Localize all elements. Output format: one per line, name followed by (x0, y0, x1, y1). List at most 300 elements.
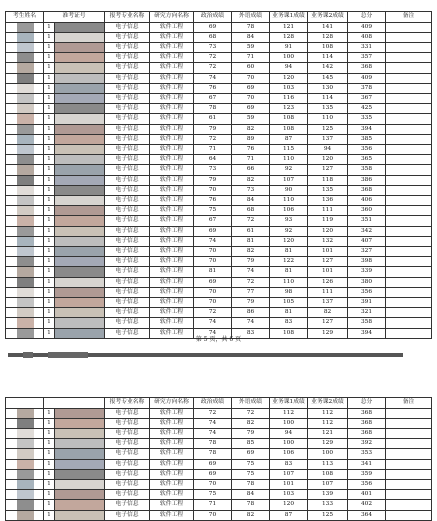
remarks-cell (386, 236, 432, 246)
redaction-block (55, 511, 104, 520)
language-score: 83 (232, 328, 270, 338)
politics-score: 76 (194, 83, 232, 93)
table-row (6, 257, 432, 267)
politics-score: 70 (194, 298, 232, 308)
major-cell: 电子信息 (105, 459, 150, 469)
remarks-cell (386, 165, 432, 175)
major-cell: 电子信息 (105, 73, 150, 83)
course1-score: 81 (270, 267, 308, 277)
total-score: 327 (348, 247, 386, 257)
table-row (6, 287, 432, 297)
redacted-exam-id (55, 277, 105, 287)
politics-score: 74 (194, 418, 232, 428)
politics-score: 61 (194, 114, 232, 124)
redacted-exam-id (55, 480, 105, 490)
course1-score: 108 (270, 328, 308, 338)
table-row (6, 185, 432, 195)
course2-score: 114 (308, 94, 348, 104)
exam-id-prefix: 1 (44, 134, 55, 144)
politics-score: 70 (194, 287, 232, 297)
remarks-cell (386, 114, 432, 124)
redacted-exam-id (55, 175, 105, 185)
total-score: 407 (348, 236, 386, 246)
redacted-exam-id (55, 104, 105, 114)
redacted-name (6, 63, 44, 73)
direction-cell: 软件工程 (150, 308, 194, 318)
politics-score: 73 (194, 43, 232, 53)
remarks-cell (386, 216, 432, 226)
page-edge-shadow (33, 353, 48, 357)
column-header: 外语成绩 (232, 398, 270, 409)
redaction-block (55, 308, 104, 317)
redaction-block (55, 470, 104, 479)
table-row (6, 267, 432, 277)
politics-score: 75 (194, 490, 232, 500)
direction-cell: 软件工程 (150, 63, 194, 73)
direction-cell: 软件工程 (150, 490, 194, 500)
redaction-block (17, 460, 34, 469)
course2-score: 112 (308, 418, 348, 428)
total-score: 368 (348, 185, 386, 195)
redacted-exam-id (55, 114, 105, 124)
redacted-exam-id (55, 53, 105, 63)
remarks-cell (386, 459, 432, 469)
language-score: 66 (232, 165, 270, 175)
redaction-block (17, 267, 34, 276)
exam-id-prefix: 1 (44, 114, 55, 124)
redaction-block (55, 145, 104, 154)
course1-score: 92 (270, 165, 308, 175)
course2-score: 141 (308, 22, 348, 32)
remarks-cell (386, 247, 432, 257)
remarks-cell (386, 510, 432, 520)
course2-score: 94 (308, 145, 348, 155)
course1-score: 107 (270, 175, 308, 185)
politics-score: 71 (194, 145, 232, 155)
exam-id-prefix: 1 (44, 226, 55, 236)
redacted-exam-id (55, 510, 105, 520)
redacted-exam-id (55, 32, 105, 42)
exam-id-prefix: 1 (44, 500, 55, 510)
exam-id-prefix: 1 (44, 469, 55, 479)
page-edge-shadow (48, 352, 88, 358)
redaction-block (17, 237, 34, 246)
redacted-exam-id (55, 418, 105, 428)
language-score: 72 (232, 216, 270, 226)
course1-score: 83 (270, 459, 308, 469)
remarks-cell (386, 408, 432, 418)
politics-score: 78 (194, 449, 232, 459)
redacted-name (6, 408, 44, 418)
table-row (6, 145, 432, 155)
exam-id-prefix: 1 (44, 510, 55, 520)
redaction-block (55, 186, 104, 195)
redaction-block (55, 216, 104, 225)
language-score: 82 (232, 124, 270, 134)
language-score: 79 (232, 429, 270, 439)
direction-cell: 软件工程 (150, 155, 194, 165)
remarks-cell (386, 196, 432, 206)
exam-id-prefix: 1 (44, 196, 55, 206)
politics-score: 67 (194, 94, 232, 104)
language-score: 71 (232, 155, 270, 165)
language-score: 71 (232, 53, 270, 63)
course1-score: 103 (270, 490, 308, 500)
language-score: 70 (232, 73, 270, 83)
remarks-cell (386, 104, 432, 114)
major-cell: 电子信息 (105, 500, 150, 510)
course1-score: 94 (270, 63, 308, 73)
language-score: 74 (232, 318, 270, 328)
page-edge-shadow (23, 352, 33, 358)
direction-cell: 软件工程 (150, 236, 194, 246)
total-score: 331 (348, 43, 386, 53)
redaction-block (55, 257, 104, 266)
total-score: 368 (348, 408, 386, 418)
redacted-exam-id (55, 500, 105, 510)
exam-id-prefix: 1 (44, 165, 55, 175)
language-score: 89 (232, 134, 270, 144)
redacted-name (6, 247, 44, 257)
course2-score: 129 (308, 328, 348, 338)
redacted-name (6, 175, 44, 185)
direction-cell: 软件工程 (150, 469, 194, 479)
page-6 (0, 392, 437, 521)
direction-cell: 软件工程 (150, 124, 194, 134)
direction-cell: 软件工程 (150, 328, 194, 338)
language-score: 70 (232, 94, 270, 104)
major-cell: 电子信息 (105, 94, 150, 104)
course2-score: 133 (308, 500, 348, 510)
exam-id-prefix: 1 (44, 298, 55, 308)
major-cell: 电子信息 (105, 206, 150, 216)
total-score: 358 (348, 318, 386, 328)
table-row (6, 22, 432, 32)
redacted-exam-id (55, 257, 105, 267)
redaction-block (17, 196, 34, 205)
politics-score: 70 (194, 480, 232, 490)
remarks-cell (386, 155, 432, 165)
exam-id-prefix: 1 (44, 277, 55, 287)
redacted-name (6, 449, 44, 459)
language-score: 69 (232, 104, 270, 114)
redacted-exam-id (55, 145, 105, 155)
language-score: 81 (232, 236, 270, 246)
redacted-name (6, 318, 44, 328)
redaction-block (55, 247, 104, 256)
course2-score: 136 (308, 196, 348, 206)
major-cell: 电子信息 (105, 83, 150, 93)
table-row (6, 418, 432, 428)
redacted-name (6, 196, 44, 206)
redaction-block (55, 84, 104, 93)
total-score: 351 (348, 216, 386, 226)
redacted-name (6, 439, 44, 449)
redacted-name (6, 185, 44, 195)
exam-id-prefix: 1 (44, 63, 55, 73)
column-header: 备注 (386, 12, 432, 23)
redacted-exam-id (55, 459, 105, 469)
redaction-block (55, 237, 104, 246)
redaction-block (55, 176, 104, 185)
course1-score: 121 (270, 22, 308, 32)
total-score: 357 (348, 53, 386, 63)
redacted-exam-id (55, 429, 105, 439)
redaction-block (17, 206, 34, 215)
course1-score: 110 (270, 196, 308, 206)
direction-cell: 软件工程 (150, 510, 194, 520)
redacted-exam-id (55, 155, 105, 165)
course1-score: 120 (270, 500, 308, 510)
redacted-exam-id (55, 43, 105, 53)
politics-score: 79 (194, 124, 232, 134)
direction-cell: 软件工程 (150, 196, 194, 206)
direction-cell: 软件工程 (150, 277, 194, 287)
redaction-block (17, 257, 34, 266)
column-header: 准考证号 (44, 12, 105, 23)
major-cell: 电子信息 (105, 408, 150, 418)
politics-score: 67 (194, 216, 232, 226)
table-row (6, 32, 432, 42)
direction-cell: 软件工程 (150, 257, 194, 267)
remarks-cell (386, 267, 432, 277)
major-cell: 电子信息 (105, 22, 150, 32)
remarks-cell (386, 308, 432, 318)
direction-cell: 软件工程 (150, 298, 194, 308)
redaction-block (55, 43, 104, 52)
course1-score: 92 (270, 226, 308, 236)
major-cell: 电子信息 (105, 267, 150, 277)
language-score: 79 (232, 257, 270, 267)
column-header: 研究方向名称 (150, 12, 194, 23)
politics-score: 74 (194, 236, 232, 246)
redacted-name (6, 83, 44, 93)
redaction-block (55, 298, 104, 307)
total-score: 360 (348, 206, 386, 216)
redaction-block (55, 449, 104, 458)
redaction-block (17, 23, 34, 32)
redaction-block (55, 104, 104, 113)
politics-score: 74 (194, 429, 232, 439)
course1-score: 90 (270, 185, 308, 195)
redaction-block (17, 500, 34, 509)
major-cell: 电子信息 (105, 185, 150, 195)
table-row (6, 500, 432, 510)
major-cell: 电子信息 (105, 63, 150, 73)
language-score: 59 (232, 114, 270, 124)
redaction-block (17, 145, 34, 154)
major-cell: 电子信息 (105, 216, 150, 226)
course2-score: 130 (308, 83, 348, 93)
table-row (6, 63, 432, 73)
major-cell: 电子信息 (105, 429, 150, 439)
exam-id-prefix: 1 (44, 267, 55, 277)
redacted-exam-id (55, 408, 105, 418)
redacted-name (6, 134, 44, 144)
total-score: 341 (348, 459, 386, 469)
exam-id-prefix: 1 (44, 328, 55, 338)
major-cell: 电子信息 (105, 32, 150, 42)
language-score: 72 (232, 277, 270, 287)
total-score: 394 (348, 328, 386, 338)
politics-score: 69 (194, 22, 232, 32)
course2-score: 126 (308, 277, 348, 287)
major-cell: 电子信息 (105, 196, 150, 206)
exam-id-prefix: 1 (44, 22, 55, 32)
direction-cell: 软件工程 (150, 480, 194, 490)
direction-cell: 软件工程 (150, 134, 194, 144)
course2-score: 129 (308, 439, 348, 449)
politics-score: 68 (194, 32, 232, 42)
course2-score: 121 (308, 429, 348, 439)
direction-cell: 软件工程 (150, 145, 194, 155)
total-score: 385 (348, 134, 386, 144)
exam-id-prefix: 1 (44, 480, 55, 490)
exam-id-prefix: 1 (44, 124, 55, 134)
page-edge-shadow (8, 353, 23, 357)
major-cell: 电子信息 (105, 418, 150, 428)
redaction-block (55, 196, 104, 205)
redacted-name (6, 500, 44, 510)
total-score: 365 (348, 155, 386, 165)
redaction-block (17, 308, 34, 317)
total-score: 358 (348, 165, 386, 175)
politics-score: 69 (194, 277, 232, 287)
direction-cell: 软件工程 (150, 449, 194, 459)
major-cell: 电子信息 (105, 226, 150, 236)
course1-score: 100 (270, 53, 308, 63)
course1-score: 122 (270, 257, 308, 267)
course1-score: 103 (270, 83, 308, 93)
redacted-exam-id (55, 216, 105, 226)
major-cell: 电子信息 (105, 480, 150, 490)
course2-score: 113 (308, 459, 348, 469)
redacted-exam-id (55, 287, 105, 297)
redaction-block (17, 104, 34, 113)
politics-score: 72 (194, 308, 232, 318)
redaction-block (17, 43, 34, 52)
redacted-exam-id (55, 236, 105, 246)
politics-score: 79 (194, 175, 232, 185)
total-score: 408 (348, 32, 386, 42)
language-score: 76 (232, 145, 270, 155)
total-score: 386 (348, 175, 386, 185)
course2-score: 127 (308, 257, 348, 267)
course2-score: 114 (308, 53, 348, 63)
major-cell: 电子信息 (105, 469, 150, 479)
language-score: 78 (232, 500, 270, 510)
column-header: 总分 (348, 12, 386, 23)
redacted-name (6, 490, 44, 500)
politics-score: 76 (194, 196, 232, 206)
major-cell: 电子信息 (105, 155, 150, 165)
remarks-cell (386, 469, 432, 479)
major-cell: 电子信息 (105, 114, 150, 124)
redacted-name (6, 155, 44, 165)
exam-id-prefix: 1 (44, 408, 55, 418)
remarks-cell (386, 22, 432, 32)
exam-id-prefix: 1 (44, 287, 55, 297)
course1-score: 110 (270, 155, 308, 165)
column-header: 业务课2成绩 (308, 398, 348, 409)
course1-score: 81 (270, 308, 308, 318)
total-score: 364 (348, 510, 386, 520)
language-score: 59 (232, 43, 270, 53)
direction-cell: 软件工程 (150, 22, 194, 32)
course2-score: 128 (308, 32, 348, 42)
redaction-block (55, 460, 104, 469)
exam-id-prefix: 1 (44, 145, 55, 155)
major-cell: 电子信息 (105, 277, 150, 287)
table-row (6, 104, 432, 114)
table-row (6, 94, 432, 104)
redacted-header (44, 398, 105, 409)
politics-score: 74 (194, 328, 232, 338)
redaction-block (17, 216, 34, 225)
redaction-block (17, 429, 34, 438)
redacted-name (6, 257, 44, 267)
course1-score: 107 (270, 469, 308, 479)
remarks-cell (386, 429, 432, 439)
total-score: 409 (348, 22, 386, 32)
redacted-exam-id (55, 247, 105, 257)
exam-id-prefix: 1 (44, 257, 55, 267)
redaction-block (55, 429, 104, 438)
redaction-block (55, 419, 104, 428)
redacted-exam-id (55, 318, 105, 328)
total-score: 368 (348, 63, 386, 73)
column-header: 报考专业名称 (105, 12, 150, 23)
remarks-cell (386, 449, 432, 459)
column-header: 考生姓名 (6, 12, 44, 23)
redaction-block (55, 155, 104, 164)
direction-cell: 软件工程 (150, 114, 194, 124)
column-header: 业务课1成绩 (270, 12, 308, 23)
redacted-name (6, 22, 44, 32)
course2-score: 118 (308, 175, 348, 185)
major-cell: 电子信息 (105, 490, 150, 500)
direction-cell: 软件工程 (150, 165, 194, 175)
redaction-block (17, 176, 34, 185)
direction-cell: 软件工程 (150, 418, 194, 428)
redaction-block (17, 449, 34, 458)
redaction-block (17, 227, 34, 236)
course2-score: 101 (308, 247, 348, 257)
direction-cell: 软件工程 (150, 267, 194, 277)
remarks-cell (386, 175, 432, 185)
redacted-name (6, 480, 44, 490)
total-score: 356 (348, 480, 386, 490)
redaction-block (17, 165, 34, 174)
politics-score: 70 (194, 247, 232, 257)
course2-score: 135 (308, 104, 348, 114)
redacted-exam-id (55, 83, 105, 93)
total-score: 356 (348, 145, 386, 155)
total-score: 356 (348, 287, 386, 297)
redaction-block (17, 63, 34, 72)
politics-score: 73 (194, 165, 232, 175)
language-score: 82 (232, 175, 270, 185)
redacted-exam-id (55, 469, 105, 479)
politics-score: 72 (194, 63, 232, 73)
language-score: 72 (232, 408, 270, 418)
redacted-name (6, 32, 44, 42)
remarks-cell (386, 418, 432, 428)
politics-score: 72 (194, 53, 232, 63)
politics-score: 71 (194, 500, 232, 510)
remarks-cell (386, 94, 432, 104)
exam-id-prefix: 1 (44, 43, 55, 53)
